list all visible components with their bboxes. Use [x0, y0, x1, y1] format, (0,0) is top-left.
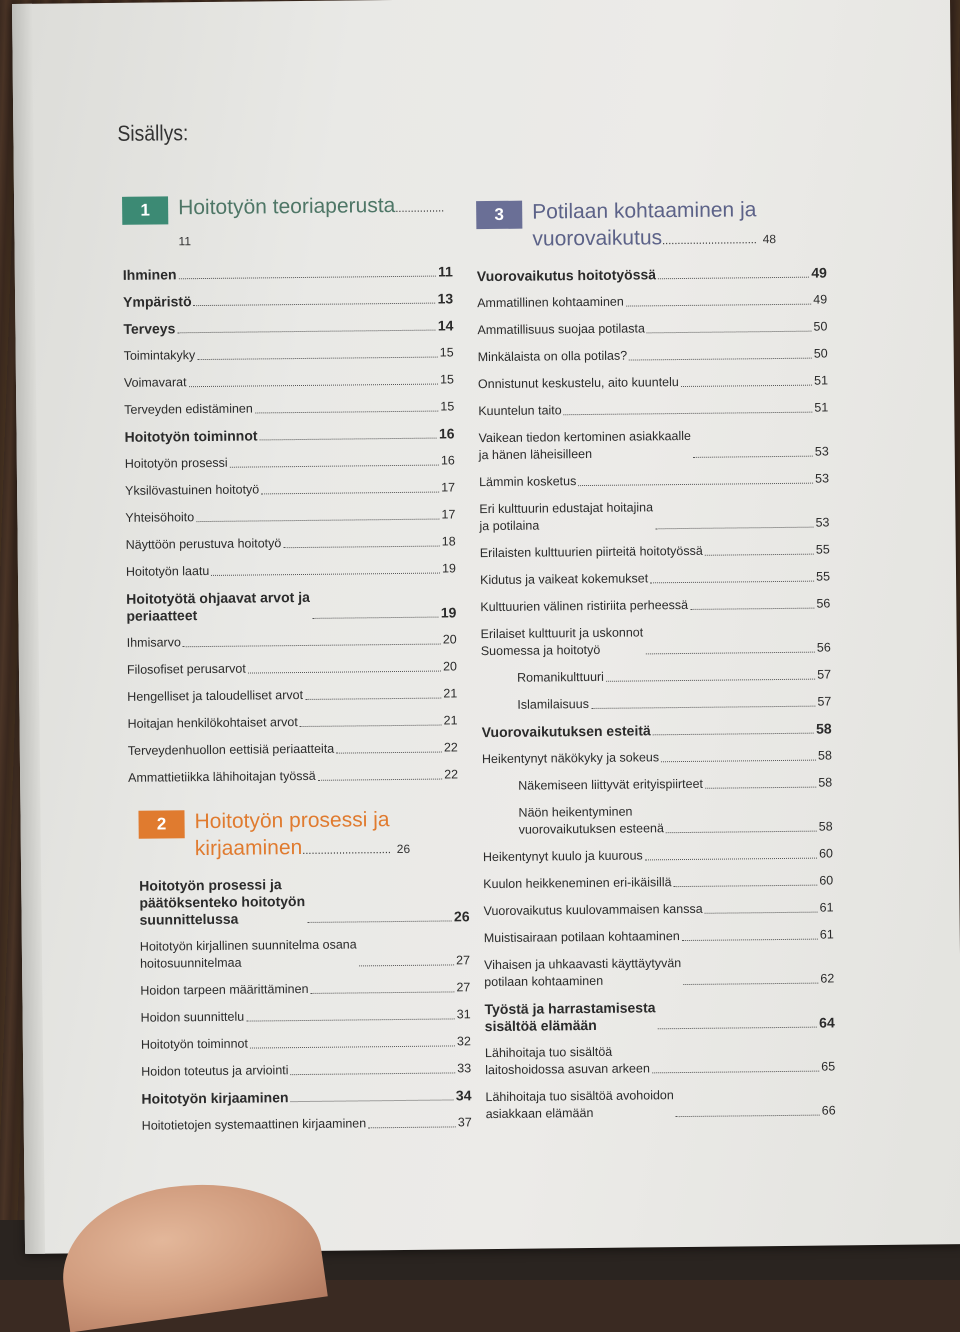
- toc-entry: [139, 869, 470, 933]
- toc-entry-label: Kidutus ja vaikeat kokemukset: [479, 571, 649, 588]
- toc-entry: [485, 1080, 835, 1128]
- toc-entry: [480, 536, 830, 567]
- leader-dots: [189, 384, 439, 388]
- toc-entry-label: Lämmin kosketus: [478, 474, 577, 490]
- toc-entry-page: 17: [441, 507, 456, 522]
- leader-dots: [705, 912, 818, 914]
- toc-entry-label: Terveyden edistäminen: [124, 401, 253, 417]
- chapter-number-badge: 2: [138, 810, 184, 838]
- toc-entry-page: 60: [818, 846, 834, 861]
- leader-dots: [246, 1018, 455, 1021]
- chapter-title-text: Hoitotyön teoriaperusta: [178, 193, 396, 220]
- toc-entry: [482, 769, 832, 800]
- leader-dots: [336, 752, 442, 754]
- leader-dots: [564, 412, 813, 416]
- toc-entry-label: Näön heikentyminen vuorovaikutuksen esteenä: [518, 804, 664, 837]
- toc-entry-page: 13: [437, 290, 454, 307]
- toc-entry-page: 15: [440, 399, 455, 414]
- toc-entry-label: Hoidon toteutus ja arviointi: [141, 1063, 289, 1079]
- toc-entry: [478, 340, 828, 371]
- toc-entry-label: Hoitotyön toiminnot: [140, 1036, 248, 1052]
- toc-entry-label: Muistisairaan potilaan kohtaaminen: [483, 929, 680, 946]
- toc-entry-label: Onnistunut keskustelu, aito kuuntelu: [477, 375, 679, 392]
- toc-entry-label: Hoitotyön prosessi ja päätöksenteko hoitotyön suunnittelussa: [139, 876, 306, 928]
- toc-entry-page: 32: [456, 1034, 471, 1049]
- leader-dots: [368, 1126, 456, 1128]
- toc-entry-label: Hengelliset ja taloudelliset arvot: [127, 687, 304, 704]
- leader-dots: [658, 1027, 817, 1030]
- toc-entry-page: 19: [441, 561, 457, 576]
- leader-dots: ...............................: [662, 234, 757, 248]
- toc-entry-label: Vihaisen ja uhkaavasti käyttäytyvän potilaan kohtaaminen: [484, 956, 682, 990]
- toc-entry-label: Hoitotyön laatu: [125, 563, 210, 579]
- toc-entry-label: Hoitajan henkilökohtaiset arvot: [127, 715, 298, 731]
- toc-entry-page: 22: [443, 740, 458, 755]
- toc-entry-page: 57: [817, 667, 832, 682]
- toc-entry-page: 65: [821, 1059, 836, 1074]
- leader-dots: [705, 787, 816, 789]
- toc-entry: [484, 921, 834, 952]
- leader-dots: [650, 581, 814, 584]
- toc-entry-label: Eri kulttuurin edustajat hoitajina ja potilaina: [479, 500, 654, 534]
- leader-dots: [682, 939, 818, 941]
- leader-dots: [647, 331, 812, 334]
- toc-entry-page: 27: [456, 953, 471, 968]
- toc-entry: [140, 974, 470, 1004]
- toc-entry-page: 19: [440, 604, 457, 621]
- toc-entry-page: 37: [457, 1115, 472, 1130]
- toc-entry-page: 53: [814, 444, 829, 459]
- toc-entry-page: 56: [816, 640, 831, 655]
- toc-entry-label: Heikentynyt näkökyky ja sokeus: [481, 750, 660, 767]
- toc-entry-page: 66: [821, 1103, 836, 1118]
- toc-entry: [128, 761, 458, 791]
- toc-entry-page: 56: [816, 596, 831, 611]
- toc-entry-page: 16: [438, 425, 455, 442]
- toc-entry-label: Islamilaisuus: [517, 696, 589, 712]
- leader-dots: [211, 573, 440, 576]
- toc-entry: [484, 948, 834, 996]
- toc-entry: [482, 715, 832, 746]
- leader-dots: [261, 492, 439, 495]
- toc-entry: [481, 661, 831, 692]
- chapter-1-section: [122, 191, 458, 791]
- toc-entry-page: 31: [456, 1007, 471, 1022]
- toc-entry-page: 58: [818, 819, 833, 834]
- leader-dots: [661, 760, 816, 763]
- toc-entry-label: Hoitotyön kirjaaminen: [141, 1089, 289, 1107]
- leader-dots: [645, 858, 817, 861]
- toc-entry-label: Yksilövastuinen hoitotyö: [125, 482, 260, 498]
- toc-entry: [126, 555, 456, 585]
- toc-entry-page: 14: [437, 317, 454, 334]
- leader-dots: [681, 385, 812, 387]
- leader-dots: [307, 920, 452, 923]
- toc-entry: [127, 653, 457, 683]
- toc-entry: [125, 501, 455, 531]
- toc-entry-page: 60: [819, 873, 834, 888]
- toc-entry: [480, 617, 830, 665]
- page-title: Sisällys:: [117, 120, 189, 146]
- toc-entry: [140, 1001, 470, 1031]
- toc-entry: [478, 367, 828, 398]
- leader-dots: [300, 725, 442, 727]
- toc-entry-page: 16: [440, 453, 455, 468]
- leader-dots: [674, 885, 818, 888]
- toc-entry: [125, 474, 455, 504]
- toc-entries: [139, 869, 472, 1139]
- toc-entry: [123, 312, 453, 342]
- toc-entry-label: Ammattietiikka lähihoitajan työssä: [128, 768, 316, 785]
- toc-entry-label: Hoidon tarpeen määrittäminen: [140, 981, 309, 998]
- toc-entry: [123, 285, 453, 315]
- toc-entry-page: 49: [813, 292, 828, 307]
- toc-entry-page: 50: [813, 319, 828, 334]
- toc-entry: [142, 1109, 472, 1139]
- leader-dots: [291, 1099, 454, 1102]
- chapter-page-number: 11: [178, 234, 192, 249]
- leader-dots: [658, 277, 809, 280]
- toc-entry-page: 34: [455, 1087, 472, 1104]
- toc-entry: [140, 930, 470, 977]
- leader-dots: [653, 733, 814, 736]
- toc-entry: [141, 1082, 471, 1112]
- toc-entry-label: Vuorovaikutus kuulovammaisen kanssa: [483, 901, 703, 919]
- leader-dots: [645, 652, 815, 655]
- toc-entry-label: Kulttuurien välinen ristiriita perheessä: [480, 597, 689, 615]
- toc-entry-page: 22: [444, 767, 459, 782]
- toc-entry-label: Vuorovaikutuksen esteitä: [481, 722, 651, 741]
- toc-entry-page: 20: [442, 632, 457, 647]
- leader-dots: [591, 706, 816, 709]
- leader-dots: [183, 644, 441, 648]
- toc-entry-page: 55: [815, 542, 830, 557]
- leader-dots: [626, 304, 811, 307]
- toc-entry: [483, 840, 833, 871]
- toc-entry-page: 49: [811, 264, 827, 281]
- toc-entry-page: 21: [443, 686, 458, 701]
- leader-dots: .............................: [302, 844, 391, 858]
- toc-entry-page: 33: [457, 1061, 472, 1076]
- toc-entry-label: Voimavarat: [123, 375, 187, 390]
- toc-entry-page: 51: [814, 400, 829, 415]
- leader-dots: [255, 411, 439, 414]
- toc-entry-label: Hoitotyötä ohjaavat arvot ja periaatteet: [126, 588, 310, 624]
- toc-entry-label: Työstä ja harrastamisesta sisältöä elämään: [484, 999, 656, 1035]
- toc-entry: [478, 394, 828, 425]
- chapter-heading: [138, 805, 469, 866]
- toc-entry-label: Hoidon suunnittelu: [140, 1009, 245, 1025]
- toc-entry-page: 58: [818, 775, 833, 790]
- toc-entry-page: 18: [441, 534, 456, 549]
- toc-entry: [478, 421, 828, 469]
- leader-dots: ................: [395, 202, 445, 215]
- leader-dots: [652, 1071, 819, 1074]
- chapter-title-text: Potilaan kohtaaminen ja vuorovaikutus: [532, 198, 757, 251]
- toc-entries: [123, 258, 459, 791]
- leader-dots: [311, 991, 455, 994]
- toc-entry-page: 58: [817, 748, 832, 763]
- toc-entry: [124, 366, 454, 396]
- chapter-3-section: [476, 195, 836, 1128]
- toc-entry-label: Kuuntelun taito: [478, 403, 562, 419]
- toc-entry-page: 53: [815, 515, 830, 530]
- toc-entry-label: Ympäristö: [123, 293, 192, 310]
- leader-dots: [666, 831, 817, 834]
- toc-entry-label: Erilaisten kulttuurien piirteitä hoitotyössä: [479, 543, 703, 561]
- toc-entry: [126, 528, 456, 558]
- leader-dots: [705, 554, 814, 556]
- toc-entry-page: 50: [813, 346, 828, 361]
- leader-dots: [230, 465, 439, 468]
- leader-dots: [578, 483, 813, 486]
- leader-dots: [305, 698, 441, 700]
- toc-entry: [126, 582, 456, 629]
- toc-entry-label: Toimintakyky: [123, 348, 196, 363]
- leader-dots: [248, 671, 441, 674]
- toc-entry-label: Ammatillisuus suojaa potilasta: [477, 321, 645, 338]
- chapter-heading: [122, 191, 453, 255]
- toc-entry-page: 57: [817, 694, 832, 709]
- toc-entry-label: Näkemiseen liittyvät erityispiirteet: [518, 776, 704, 793]
- toc-entries: [477, 259, 836, 1128]
- chapter-number-badge: 1: [122, 196, 168, 224]
- leader-dots: [690, 608, 814, 610]
- toc-entry: [482, 742, 832, 773]
- toc-entry: [477, 313, 827, 344]
- toc-entry: [124, 339, 454, 369]
- toc-entry-page: 51: [814, 373, 829, 388]
- toc-entry: [141, 1055, 471, 1085]
- toc-entry: [484, 992, 834, 1040]
- toc-entry: [481, 688, 831, 719]
- leader-dots: [250, 1045, 455, 1048]
- toc-entry: [479, 465, 829, 496]
- chapter-page-number: 26: [396, 841, 411, 857]
- toc-entry-label: Heikentynyt kuulo ja kuurous: [482, 848, 643, 865]
- toc-entry-page: 64: [819, 1014, 835, 1031]
- toc-entry-page: 27: [456, 980, 471, 995]
- toc-entry-page: 26: [453, 908, 470, 925]
- leader-dots: [197, 357, 438, 361]
- toc-entry-label: Lähihoitaja tuo sisältöä avohoidon asiakkaan elämään: [485, 1088, 674, 1122]
- leader-dots: [177, 330, 436, 334]
- toc-entry: [123, 258, 453, 288]
- toc-entry-page: 61: [819, 900, 834, 915]
- toc-entry-label: Hoitotyön toiminnot: [124, 427, 258, 445]
- leader-dots: [283, 546, 439, 549]
- toc-entry-label: Terveydenhuollon eettisiä periaatteita: [127, 741, 335, 758]
- toc-entry-page: 11: [437, 263, 453, 280]
- toc-entry-label: Ammatillinen kohtaaminen: [477, 294, 624, 311]
- leader-dots: [629, 358, 812, 361]
- toc-entry-label: Terveys: [123, 320, 176, 337]
- toc-entry-page: 15: [439, 372, 455, 387]
- toc-entry: [479, 492, 829, 540]
- toc-entry-label: Hoitotyön prosessi: [124, 455, 228, 471]
- toc-entry-label: Vaikean tiedon kertominen asiakkaalle ja hänen läheisilleen: [478, 428, 692, 463]
- chapter-heading: [476, 195, 827, 257]
- toc-entry: [480, 590, 830, 621]
- leader-dots: [606, 679, 815, 682]
- toc-entry-page: 20: [442, 659, 458, 674]
- leader-dots: [676, 1115, 820, 1118]
- toc-entry-label: Romanikulttuuri: [517, 669, 604, 685]
- toc-entry: [485, 1036, 835, 1084]
- toc-entry-label: Lähihoitaja tuo sisältöä laitoshoidossa asuvan arkeen: [484, 1044, 650, 1078]
- leader-dots: [179, 276, 437, 280]
- chapter-title: [178, 191, 453, 255]
- leader-dots: [318, 779, 443, 781]
- chapter-number-badge: 3: [476, 201, 522, 229]
- toc-entry: [482, 796, 832, 844]
- toc-entry: [483, 894, 833, 925]
- toc-entry-label: Ihminen: [122, 266, 177, 283]
- toc-entry-label: Näyttöön perustuva hoitotyö: [125, 536, 282, 552]
- toc-entry-label: Filosofiset perusarvot: [126, 661, 246, 677]
- leader-dots: [291, 1072, 456, 1075]
- toc-entry: [124, 393, 454, 423]
- toc-entry-label: Vuorovaikutus hoitotyössä: [476, 266, 657, 285]
- leader-dots: [683, 983, 818, 985]
- leader-dots: [693, 456, 813, 458]
- book-page: [12, 0, 960, 1254]
- leader-dots: [196, 519, 439, 523]
- toc-entry-page: 55: [816, 569, 831, 584]
- toc-entry-page: 62: [820, 971, 835, 986]
- toc-entry-label: Yhteisöhoito: [125, 510, 195, 525]
- toc-entry: [127, 680, 457, 710]
- chapter-2-section: [138, 805, 471, 1139]
- toc-entry: [477, 259, 827, 290]
- toc-entry-label: Minkälaista on olla potilas?: [477, 348, 628, 365]
- toc-entry: [124, 420, 454, 450]
- toc-entry-page: 61: [819, 927, 834, 942]
- toc-entry-page: 53: [815, 471, 830, 486]
- leader-dots: [655, 527, 813, 530]
- toc-entry-page: 21: [443, 713, 458, 728]
- leader-dots: [194, 303, 436, 307]
- toc-entry-label: Hoitotyön kirjallinen suunnitelma osana hoitosuunnitelmaa: [139, 937, 357, 971]
- chapter-title-text: Hoitotyön prosessi ja kirjaaminen: [194, 808, 390, 861]
- leader-dots: [312, 617, 439, 619]
- toc-entry: [477, 286, 827, 317]
- chapter-page-number: 48: [762, 232, 777, 247]
- leader-dots: [260, 438, 437, 441]
- toc-entry: [141, 1028, 471, 1058]
- chapter-title: [532, 195, 827, 256]
- toc-entry: [127, 707, 457, 737]
- toc-entry-label: Hoitotietojen systemaattinen kirjaaminen: [141, 1116, 367, 1133]
- toc-entry-label: Ihmisarvo: [126, 635, 181, 650]
- toc-entry-label: Erilaiset kulttuurit ja uskonnot Suomessa ja hoitotyö: [480, 625, 644, 659]
- toc-entry-page: 58: [815, 720, 832, 737]
- toc-entry-label: Kuulon heikkeneminen eri-ikäisillä: [483, 875, 672, 892]
- toc-entry-page: 17: [441, 480, 456, 495]
- toc-entry: [480, 563, 830, 594]
- toc-entry: [127, 626, 457, 656]
- toc-entry: [483, 867, 833, 898]
- toc-entry: [128, 734, 458, 764]
- chapter-title: [194, 805, 469, 866]
- leader-dots: [359, 964, 454, 966]
- toc-entry-page: 15: [439, 345, 454, 360]
- toc-entry: [125, 447, 455, 477]
